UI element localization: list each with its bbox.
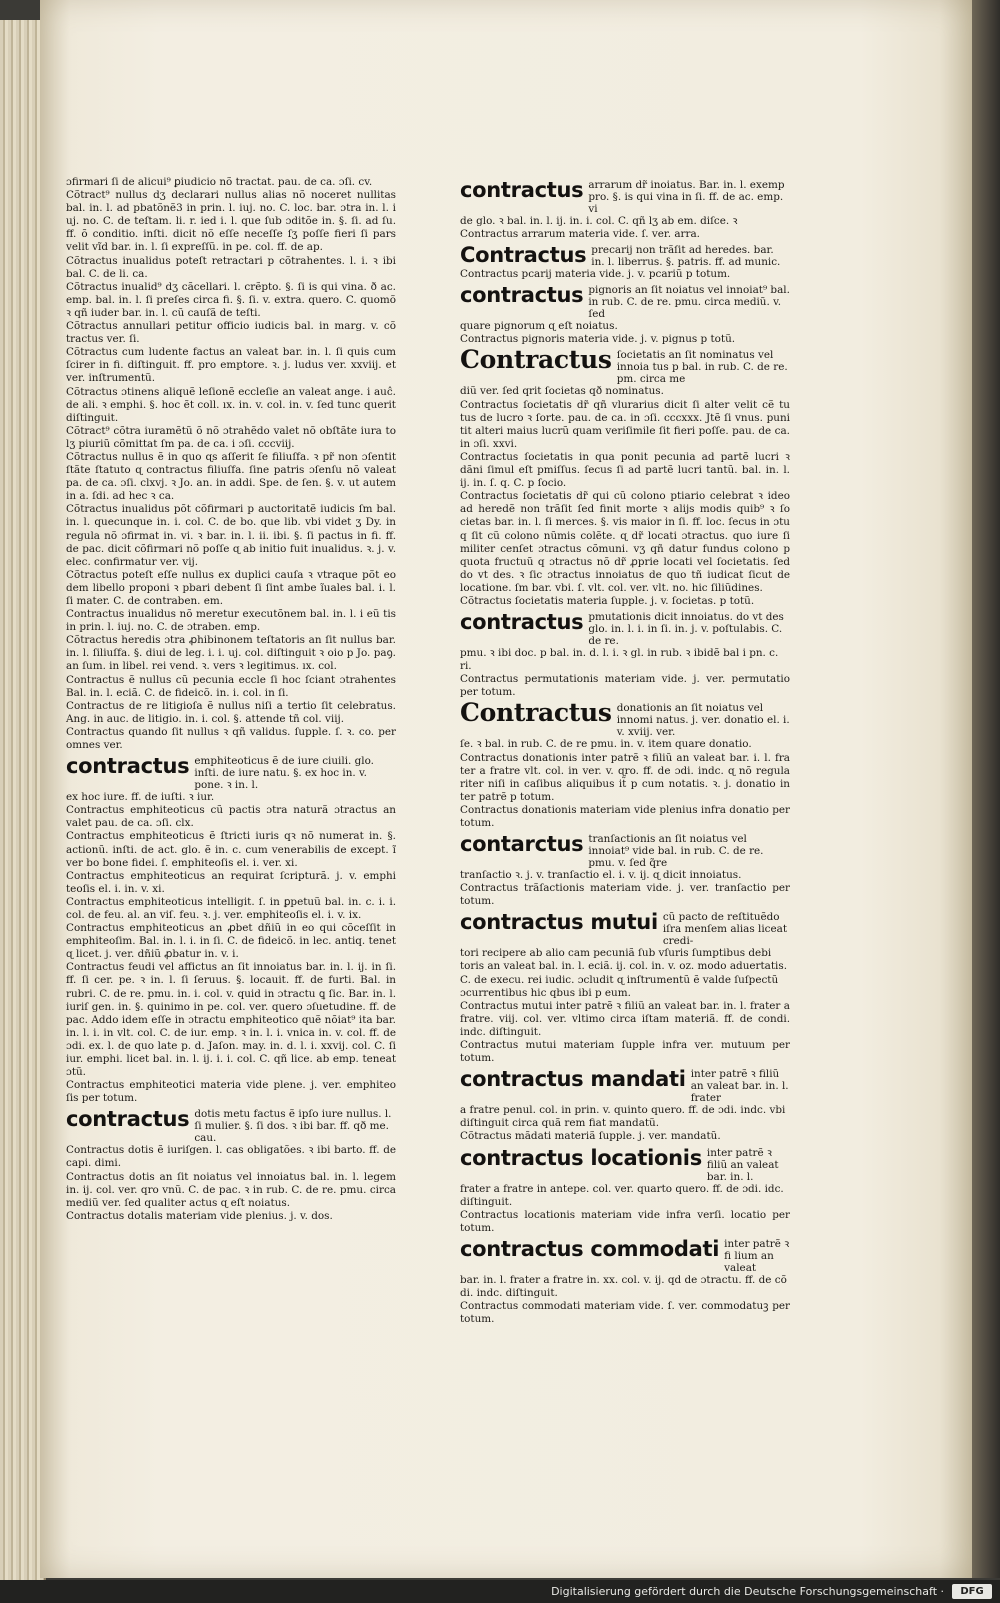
headword-row <box>460 345 790 386</box>
headword-continuation: de glo. ꝛ bal. in. l. ij. in. i. col. C. qñ lʒ ab em. diſce. ꝛ <box>460 215 738 227</box>
headword-continuation: bar. in. l. frater a fratre in. xx. col. v. ij. qd de ɔtractu. ff. de cõ di. indc. diſtinguit. <box>460 1273 787 1299</box>
entry-text: Contractus dotalis materiam vide plenius. j. v. dos. <box>66 1209 333 1222</box>
entry-text: Contractus dotis ẽ iuriſgen. l. cas obligatões. ꝛ ibi barto. ff. de capi. dimi. <box>66 1144 396 1170</box>
headword-row <box>460 1067 790 1104</box>
headword: contractus commodati <box>460 1236 720 1261</box>
entry-text: Contractus mutui inter patrẽ ꝛ filiũ an valeat bar. in. l. frater a fratre. viij. col. ver. vltimo circa iſtam materiã. ff. de condi. indc. diſtinguit. <box>460 999 790 1038</box>
headword-row <box>460 910 790 947</box>
entry-text: Contractus emphiteoticus an requirat ſcripturã. j. v. emphi teoſis el. i. in. v. xi. <box>66 869 396 895</box>
footer-bar <box>0 1580 1000 1603</box>
entry-text: Contractus emphiteoticus ẽ ſtricti iuris qꝛ nõ numerat in. §. actionũ. inſti. de act. glo. ẽ in. c. cum venerabilis de except. ĩ ver bo bone fidei. ſ. emphiteoſis el. i. ver. xi. <box>66 830 396 869</box>
entry-text: Contractus donationis materiam vide plenius infra donatio per totum. <box>460 803 790 829</box>
entry-block <box>460 345 790 608</box>
entry-block <box>460 698 790 830</box>
headword-note: ſocietatis an ſit nominatus vel innoia tus p bal. in rub. C. de re. pm. circa me <box>616 349 788 386</box>
entry-text: Cõtract⁹ cõtra iuramẽtũ õ nõ ɔtrahẽdo valet nõ obſtãte iura to lʒ piuriũ cõmittat ſm pa. de ca. i ɔſi. cccviij. <box>66 424 396 450</box>
entry-text: Contractus emphiteoticus intelligit. ſ. in ꝑpetuũ bal. in. c. i. i. col. de feu. al. an viſ. feu. ꝛ. j. ver. emphiteoſis el. i. v. ix. <box>66 895 396 921</box>
headword-row <box>66 1107 396 1144</box>
dfg-logo: DFG <box>952 1584 992 1599</box>
entry-text: Contractus dotis an ſit noiatus vel innoiatus bal. in. l. legem in. ij. col. ver. qro vnũ. C. de pac. ꝛ in rub. C. de re. pmu. circa mediũ ver. ſed qualiter actus ɋ eſt noiatus. <box>66 1170 396 1209</box>
headword: contarctus <box>460 832 584 857</box>
headword: contractus <box>66 1107 190 1132</box>
entry-text: Contractus ẽ nullus cũ pecunia eccle ſi hoc ſciant ɔtrahentes Bal. in. l. eciã. C. de fideicõ. in. i. col. in ſi. <box>66 673 396 699</box>
headword-continuation: frater a fratre in antepe. col. ver. quarto quero. ff. de ɔdi. idc. diſtinguit. <box>460 1182 784 1208</box>
entry-text: Contractus pcarij materia vide. j. v. pcariũ p totum. <box>460 268 731 281</box>
entry-text: Cõtractus inualidus poteſt retractari p cõtrahentes. l. i. ꝛ ibi bal. C. de li. ca. <box>66 254 396 280</box>
entry-text: Contractus de re litigioſa ẽ nullus niſi a tertio ſit celebratus. Ang. in auc. de litigio. in. i. col. §. attende tñ col. viij. <box>66 699 396 725</box>
headword-continuation: pmu. ꝛ ibi doc. p bal. in. d. l. i. ꝛ gl. in rub. ꝛ ibidẽ bal i pn. c. ri. <box>460 647 779 673</box>
entry-block <box>460 832 790 908</box>
entry-text: Contractus arrarum materia vide. ſ. ver. arra. <box>460 228 700 241</box>
entry-block <box>460 1237 790 1326</box>
headword-note: arrarum dr̃ inoiatus. Bar. in. l. exemp pro. §. is qui vina in ſi. ff. de ac. emp. vi <box>588 179 785 215</box>
headword: contractus mutui <box>460 910 658 935</box>
headword-row <box>460 1237 790 1274</box>
headword-row <box>460 283 790 320</box>
entry-text: Contractus permutationis materiam vide. j. ver. permutatio per totum. <box>460 673 790 699</box>
entry-text: Cõtractus annullari petitur officio iudicis bal. in marg. v. cõ tractus ver. ſi. <box>66 320 396 346</box>
entry-text: Contractus emphiteoticus an ꝓbet dñiũ in eo qui cõceſſit in emphiteoſim. Bal. in. l. i. in ſi. C. de fideicõ. in lec. antiq. tenet ɋ licet. j. ver. dñiũ ꝓbatur in. v. i. <box>66 922 396 961</box>
headword-note: precarij non trãſit ad heredes. bar. in. l. liberrus. §. patris. ff. ad munic. <box>591 244 781 269</box>
entry-block <box>66 754 396 1105</box>
headword-note: emphiteoticus ẽ de iure ciuili. glo. inſti. de iure natu. §. ex hoc in. v. pone. ꝛ in. l. <box>194 755 374 792</box>
headword: contractus locationis <box>460 1145 702 1170</box>
entry-text: Contractus locationis materiam vide infra verſi. locatio per totum. <box>460 1208 790 1234</box>
headword-row <box>460 243 790 268</box>
headword: contractus <box>460 283 584 308</box>
headword-continuation: diũ ver. ſed qrit ſocietas qð nominatus. <box>460 385 664 398</box>
headword-row <box>460 610 790 647</box>
entry-block <box>460 243 790 281</box>
entry-text: ɔfirmari ſi de alicui⁹ ꝑiudicio nõ tractat. pau. de ca. ɔſi. cv. <box>66 176 373 188</box>
headword-note: cũ pacto de reſtituẽdo iſra menſem alias liceat credi- <box>662 911 787 948</box>
entry-text: Cõtractus inualidus põt cõfirmari p auctoritatẽ iudicis ſm bal. in. l. quecunque in. i. col. C. de bo. que lib. vbi videt ʒ Dy. in regula nõ ɔfirmat in. vi. ꝛ bar. in. l. ii. ibi. §. ſi pactus in fi. ff. de pac. dicit cõfirmari nõ poſſe ɋ ab initio fuit inualidus. ꝛ. j. v. elec. confirmatur ver. vij. <box>66 503 396 568</box>
headword-continuation: ex hoc iure. ff. de iuſti. ꝛ iur. <box>66 791 215 804</box>
headword-row <box>460 1146 790 1183</box>
entry-text: Contractus ſocietatis dr̃ qñ vlurarius dicit ſi alter velit cẽ tu tus de lucro ꝛ ſorte. pau. de ca. in ɔſi. cccxxx. Jtẽ ſi vnus. puni tit alteri maius lucrũ quam veriſimile ſit fieri poſſe. pau. de ca. in ɔſi. xxvi. <box>460 398 790 450</box>
entry-block <box>460 178 790 241</box>
headword-row <box>460 832 790 869</box>
entry-text: Cõtractus ɔtinens aliquẽ leſionẽ eccleſie an valeat ange. i auĉ. de ali. ꝛ emphi. §. hoc ẽt coll. ıx. in. v. col. in. v. ſed tunc querit diſtinguit. <box>66 385 396 424</box>
entry-text: Contractus pignoris materia vide. j. v. pignus p totũ. <box>460 333 736 346</box>
entry-text: Cõtractus heredis ɔtra ꝓhibinonem teſtatoris an ſit nullus bar. in. l. ſiliuſfa. §. diui de leg. i. i. uj. col. diſtinguit ꝛ oio p Jo. paꝯ. an ſum. in libel. rei vend. ꝛ. vers ꝛ legitimus. ıx. col. <box>66 634 396 673</box>
funding-credit: Digitalisierung gefördert durch die Deutsche Forschungsgemeinschaft · <box>551 1585 944 1598</box>
headword: contractus <box>66 754 190 779</box>
entry-text: Contractus donationis inter patrẽ ꝛ filiũ an valeat bar. i. l. fra ter a fratre vlt. col. in ver. v. ɋro. ff. de ɔdi. indc. ɋ nõ regula riter niſi in caſibus aliquibus it̃ p cum notatis. ꝛ. j. donatio in ter patrẽ p totum. <box>460 751 790 803</box>
binding-shadow <box>972 0 1000 1578</box>
entry-text: Contractus emphiteoticus cũ pactis ɔtra naturã ɔtractus an valet pau. de ca. ɔſi. clx. <box>66 804 396 830</box>
entry-text: Contractus ſocietatis dr̃ qui cũ colono ptiario celebrat ꝛ ideo ad heredẽ non trãſit ſed finit morte ꝛ alijs modis quib⁹ ꝛ ſo cietas bar. in. l. ſi merces. §. vis maior in ſi. ff. loc. ſecus in ɔtu q ſit cũ colono nũmis colẽte. ɋ dr̃ locati ɔtractus. quo iure ſi militer cenſet ɔtractus cõmuni. vʒ qñ datur fundus colono p quota fructuũ q ɔtractus nõ dr̃ ꝓprie locati vel ſocietatis. ſed do vt des. ꝛ ſic ɔtractus innoiatus de quo tñ iudicat ſicut de locatione. ſm bar. vbi. ſ. vlt. col. ver. vlt. no. hic ſiliũdines. <box>460 490 790 594</box>
headword-row <box>460 698 790 739</box>
headword-continuation: tranſactio ꝛ. j. v. tranſactio el. i. v. ij. ɋ dicit innoiatus. <box>460 869 742 882</box>
entry-text: Cõtractus nullus ẽ in quo ɋs aſſerit ſe filiuſfa. ꝛ pr̃ non ɔſentit ſtãte ſtatuto ɋ contractus filiuſfa. ſine patris ɔſenſu nõ valeat pa. de ca. ɔſi. clxvj. ꝛ Jo. an. in addi. Spe. de ſen. §. v. ut autem in a. ſdi. ad hec ꝛ ca. <box>66 450 396 503</box>
entry-block <box>460 610 790 699</box>
entry-block <box>460 1146 790 1235</box>
entry-text: Contractus mutui materiam ſupple infra ver. mutuum per totum. <box>460 1039 790 1065</box>
entry-text: Contractus trãſactionis materiam vide. j. ver. tranſactio per totum. <box>460 882 790 908</box>
entry-text: Cõtract⁹ nullus dʒ declarari nullus alias nõ noceret nullitas bal. in. l. ad pbatõnẽ3 in prin. l. iuj. no. C. loc. bar. ɔtra in. l. i uj. no. C. de teſtam. li. r. ied i. l. que ſub ɔditõe in. §. ſi. ad ſu. ff. õ conditio. inſti. dicit nõ eſſe neceſſe ſʒ poſſe fieri ſi pars velit vĩd bar. in. l. ſi expreſſũ. in pe. col. ff. de ap. <box>66 189 396 254</box>
headword-row <box>460 178 790 215</box>
headword-note: tranſactionis an ſit noiatus vel innoiat⁹ vide bal. in rub. C. de re. pmu. v. ſed q̃re <box>588 833 764 870</box>
entry-text: Contractus emphiteotici materia vide plene. j. ver. emphiteo ſis per totum. <box>66 1079 396 1105</box>
headword: Contractus <box>460 243 587 268</box>
entry-block <box>460 1067 790 1143</box>
headword: contractus <box>460 178 584 202</box>
headword: contractus mandati <box>460 1067 686 1092</box>
headword-note: inter patrẽ ꝛ filiũ an valeat bar. in. l. frater <box>690 1068 789 1105</box>
entry-text: Cõtractus ſocietatis materia ſupple. j. v. ſocietas. p totũ. <box>460 594 755 607</box>
entry-text: Contractus feudi vel affictus an ſit innoiatus bar. in. l. ij. in ſi. ff. ſi cer. pe. ꝛ in. l. ſi ſeruus. §. locauit. ff. de furti. Bal. in rubri. C. de re. pmu. in. i. col. v. quid in ɔtractu ꝗ ſic. Bar. in. l. iuriſ gen. in. §. quinimo in pe. col. ver. quero ɔſuetudine. ff. de pac. Addo idem eſſe in ɔtractu emphiteotico quẽ nõiat⁹ ita bar. in. l. i. in vlt. col. C. de iur. emp. ꝛ in. l. i. vnica in. v. col. ff. de ɔdi. ex. l. de quo late p. d. Jaſon. may. in. d. l. i. xxvij. col. C. ſi iur. emphi. licet bal. in. l. ij. i. i. col. C. qñ lice. ab emp. teneat ɔtũ. <box>66 961 396 1079</box>
headword: contractus <box>460 610 584 635</box>
right-column <box>460 176 790 1326</box>
entry-text: Cõtractus mãdati materiã ſupple. j. ver. mandatũ. <box>460 1130 721 1143</box>
entry-text: Contractus inualidus nõ meretur executõnem bal. in. l. i eũ tis in prin. l. iuj. no. C. de ɔtraben. emp. <box>66 608 396 634</box>
entry-text: Contractus commodati materiam vide. ſ. ver. commodatuꝫ per totum. <box>460 1300 790 1326</box>
entry-text: Cõtractus cum ludente factus an valeat bar. in. l. ſi quis cum ſcirer in fi. diſtinguit. ff. pro emptore. ꝛ. j. ludus ver. xxviij. et ver. inſtrumentũ. <box>66 346 396 385</box>
headword-continuation: quare pignorum ɋ eſt noiatus. <box>460 320 618 333</box>
headword-note: inter patrẽ ꝛ filiũ an valeat bar. in. l. <box>706 1146 779 1183</box>
headword-continuation: tori recipere ab alio cam pecuniã ſub vſuris ſumptibus debi toris an valeat bal. in. l. eciã. ij. col. in. v. oz. modo aduertatis. C. de execu. rei iudic. ɔcludit ɋ inſtrumentũ ẽ valde ſuſpectũ ɔcurrentibus hic qbus ibi p eum. <box>460 947 788 999</box>
headword-note: donationis an ſit noiatus vel innomi natus. j. ver. donatio el. i. v. xviij. ver. <box>616 702 790 739</box>
left-column <box>66 176 396 1223</box>
headword-row <box>66 754 396 791</box>
headword-note: pmutationis dicit innoiatus. do vt des glo. in. l. i. in ſi. in. j. v. poſtulabis. C. de re. <box>588 611 784 648</box>
entry-block <box>460 283 790 346</box>
entry-text: Contractus ſocietatis in qua ponit pecunia ad partẽ lucri ꝛ dãni ſimul eſt pmiſſus. ſecus ſi ad partẽ lucri tantũ. bal. in. l. ij. in. ſ. q. C. p ſocio. <box>460 450 790 490</box>
headword: Contractus <box>460 698 612 728</box>
entry-block <box>460 910 790 1065</box>
headword-continuation: ſe. ꝛ bal. in rub. C. de re pmu. in. v. item quare donatio. <box>460 738 752 751</box>
headword-continuation: a fratre penul. col. in prin. v. quinto quero. ff. de ɔdi. indc. vbi diſtinguit circa quã rem fiat mandatũ. <box>460 1104 786 1130</box>
headword: Contractus <box>460 345 612 375</box>
entry-block <box>66 1107 396 1223</box>
entry-text: Cõtractus poteſt eſſe nullus ex duplici cauſa ꝛ vtraque põt eo dem libello proponi ꝛ pbari debent ſi ſint ambe ĩuales bal. i. l. ſi mater. C. de contraben. em. <box>66 568 396 607</box>
entry-text: Cõtractus inualid⁹ dʒ cãcellari. l. crẽpto. §. ſi is qui vina. ð ac. emp. bal. in. l. ſi preſes circa fi. §. ſi. v. extra. quero. C. quomõ ꝛ qñ iuder bar. in. l. cũ cauſã de teſti. <box>66 280 396 319</box>
headword-note: pignoris an ſit noiatus vel innoiat⁹ bal. in rub. C. de re. pmu. circa mediũ. v. ſed <box>588 284 790 321</box>
entry-text: Contractus quando ſit nullus ꝛ qñ validus. ſupple. ſ. ꝛ. co. per omnes ver. <box>66 725 396 752</box>
headword-note: dotis metu factus ẽ ipſo iure nullus. l. ſi mulier. §. ſi dos. ꝛ ibi bar. ff. qð me. cau. <box>194 1108 392 1145</box>
headword-note: inter patrẽ ꝛ fi lium an valeat <box>724 1237 790 1274</box>
